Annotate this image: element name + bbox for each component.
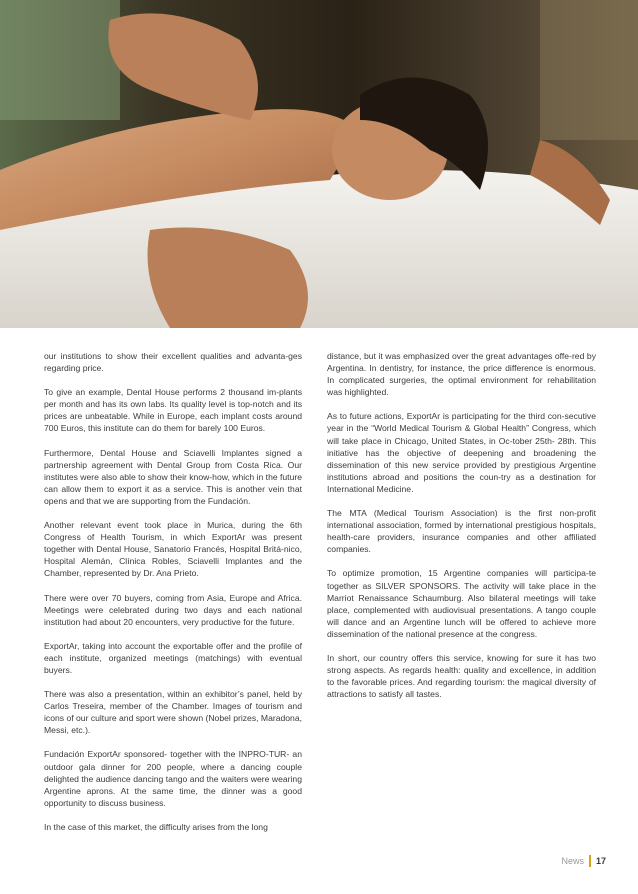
paragraph: To give an example, Dental House performs 2 thousand im-plants per month and has its own labs. Its quality level is top-notch and its prices are unbeatable. While in Europe, each implant costs around 700 Euros, this institute can do them for barely 100 Euros. bbox=[44, 387, 302, 434]
paragraph: The MTA (Medical Tourism Association) is the first non-profit international association, formed by international prestigious hospitals, health-care providers, insurance companies and other affiliated companies. bbox=[327, 508, 596, 555]
paragraph: Another relevant event took place in Murica, during the 6th Congress of Health Tourism, in which ExportAr was present together with Dental House, Sanatorio Francés, Hospital Britá-nico, Hospital Alemán, Clínica Robles, Sciavelli Implantes and the Chamber, represented by Dr. Ana Prieto. bbox=[44, 520, 302, 579]
section-label: News bbox=[561, 856, 584, 866]
paragraph: In the case of this market, the difficulty arises from the long bbox=[44, 821, 268, 832]
page-footer bbox=[561, 855, 606, 867]
paragraph: Furthermore, Dental House and Sciavelli Implantes signed a partnership agreement with Dental Group from Costa Rica. Our institutes were also able to show their know-how, which in the future can allow them to export it as a service. This is another vein that opens and that we are supporting from the Fundación. bbox=[44, 447, 302, 506]
accent-bar bbox=[589, 855, 591, 867]
massage-illustration bbox=[0, 0, 638, 328]
paragraph: To optimize promotion, 15 Argentine companies will participa-te together as SILVER SPONSORS. The activity will take place in the Marriot Renaissance Schaumburg. Also bilateral meetings will take place, complemented with audiovisual presentations. A tango couple will dance and an Argentine lunch will be offered to achieve more dissemination of the national presence at the congress. bbox=[327, 568, 596, 639]
paragraph: There were over 70 buyers, coming from Asia, Europe and Africa. Meetings were celebrated during two days and each national institution had about 20 encounters, very productive for the future. bbox=[44, 592, 302, 627]
paragraph: Fundación ExportAr sponsored- together with the INPRO-TUR- an outdoor gala dinner for 200 people, where a dancing couple delighted the audience dancing tango and the waiters were wearing Argentine aprons. At the same time, the dinner was a good opportunity to discuss business. bbox=[44, 749, 302, 808]
paragraph: ExportAr, taking into account the exportable offer and the profile of each institute, organized meetings (matchings) with eventual buyers. bbox=[44, 640, 302, 675]
paragraph: There was also a presentation, within an exhibitor’s panel, held by Carlos Treseira, member of the Chamber. Images of tourism and icons of our culture and sport were shown (Nobel prizes, Maradona, Messi, etc.). bbox=[44, 689, 302, 736]
paragraph: As to future actions, ExportAr is participating for the third con-secutive year in the “World Medical Tourism & Global Health” Congress, which will take place in Chicago, United States, in Oc-tober 25th- 28th. This initiative has the objective of deepening and broadening the dissemination of this new service provided by prestigious Argentine institutions abroad and positions the coun-try as a destination for International Medicine. bbox=[327, 411, 596, 494]
paragraph: our institutions to show their excellent qualities and advanta-ges regarding price. bbox=[44, 351, 302, 374]
massage-photo bbox=[0, 0, 638, 328]
paragraph: distance, but it was emphasized over the great advantages offe-red by Argentina. In dentistry, for instance, the price difference is enormous. In complicated surgeries, the optimal environment for rehabilitation was highlighted. bbox=[327, 351, 596, 398]
right-column bbox=[327, 350, 596, 712]
left-column bbox=[44, 350, 302, 845]
paragraph: In short, our country offers this service, knowing for sure it has two strong aspects. As regards health: quality and excellence, in addition to the favorable prices. And regarding tourism: the magical diversity of attractions to satisfy all tastes. bbox=[327, 652, 596, 700]
page-number: 17 bbox=[595, 856, 606, 866]
